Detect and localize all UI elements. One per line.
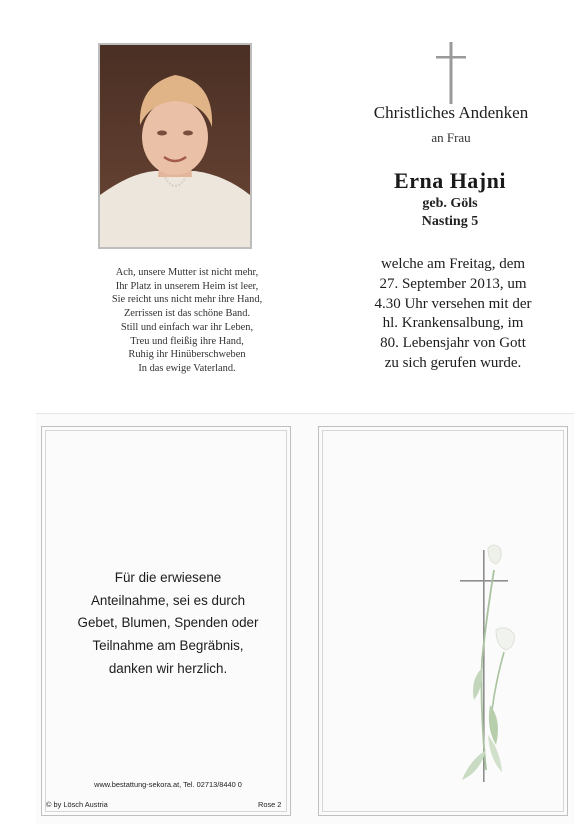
- thank-you-line: Für die erwiesene: [114, 570, 222, 585]
- poem-line: Zerrissen ist das schöne Band.: [123, 308, 251, 320]
- cross-with-rose-icon: [440, 540, 530, 790]
- portrait-photo: [98, 43, 252, 249]
- design-code: Rose 2: [258, 800, 282, 809]
- death-notice-line: 27. September 2013, um: [379, 275, 527, 292]
- memorial-poem: [72, 266, 302, 376]
- death-notice: [330, 255, 576, 374]
- death-notice-line: zu sich gerufen wurde.: [384, 354, 522, 371]
- poem-line: Ruhig ihr Hinüberschweben: [128, 349, 246, 361]
- poem-line: Still und einfach war ihr Leben,: [120, 321, 254, 333]
- copyright-note: © by Lösch Austria: [46, 800, 108, 809]
- funeral-home-imprint: www.bestattung-sekora.at, Tel. 02713/8440 0: [94, 780, 242, 789]
- address: Nasting 5: [421, 214, 479, 229]
- death-notice-line: welche am Freitag, dem: [380, 256, 526, 272]
- salutation: an Frau: [431, 130, 471, 145]
- memorial-title: Christliches Andenken: [373, 103, 529, 122]
- death-notice-line: 4.30 Uhr versehen mit der: [374, 295, 532, 312]
- thank-you-line: Anteilnahme, sei es durch: [90, 592, 246, 608]
- death-notice-line: 80. Lebensjahr von Gott: [380, 335, 526, 352]
- thank-you-line: danken wir herzlich.: [108, 660, 228, 676]
- thank-you-line: Gebet, Blumen, Spenden oder: [77, 615, 259, 631]
- poem-line: In das ewige Vaterland.: [138, 362, 236, 374]
- poem-line: Ach, unsere Mutter ist nicht mehr,: [115, 267, 259, 278]
- death-notice-line: hl. Krankensalbung, im: [382, 315, 524, 332]
- poem-line: Ihr Platz in unserem Heim ist leer,: [115, 280, 259, 292]
- deceased-name: Erna Hajni: [394, 168, 506, 193]
- thank-you-text: [50, 567, 286, 681]
- poem-line: Treu und fleißig ihre Hand,: [130, 335, 244, 347]
- thank-you-line: Teilnahme am Begräbnis,: [92, 638, 244, 654]
- poem-line: Sie reicht uns nicht mehr ihre Hand,: [111, 294, 263, 306]
- maiden-name: geb. Göls: [422, 196, 478, 211]
- cross-icon: [436, 42, 466, 104]
